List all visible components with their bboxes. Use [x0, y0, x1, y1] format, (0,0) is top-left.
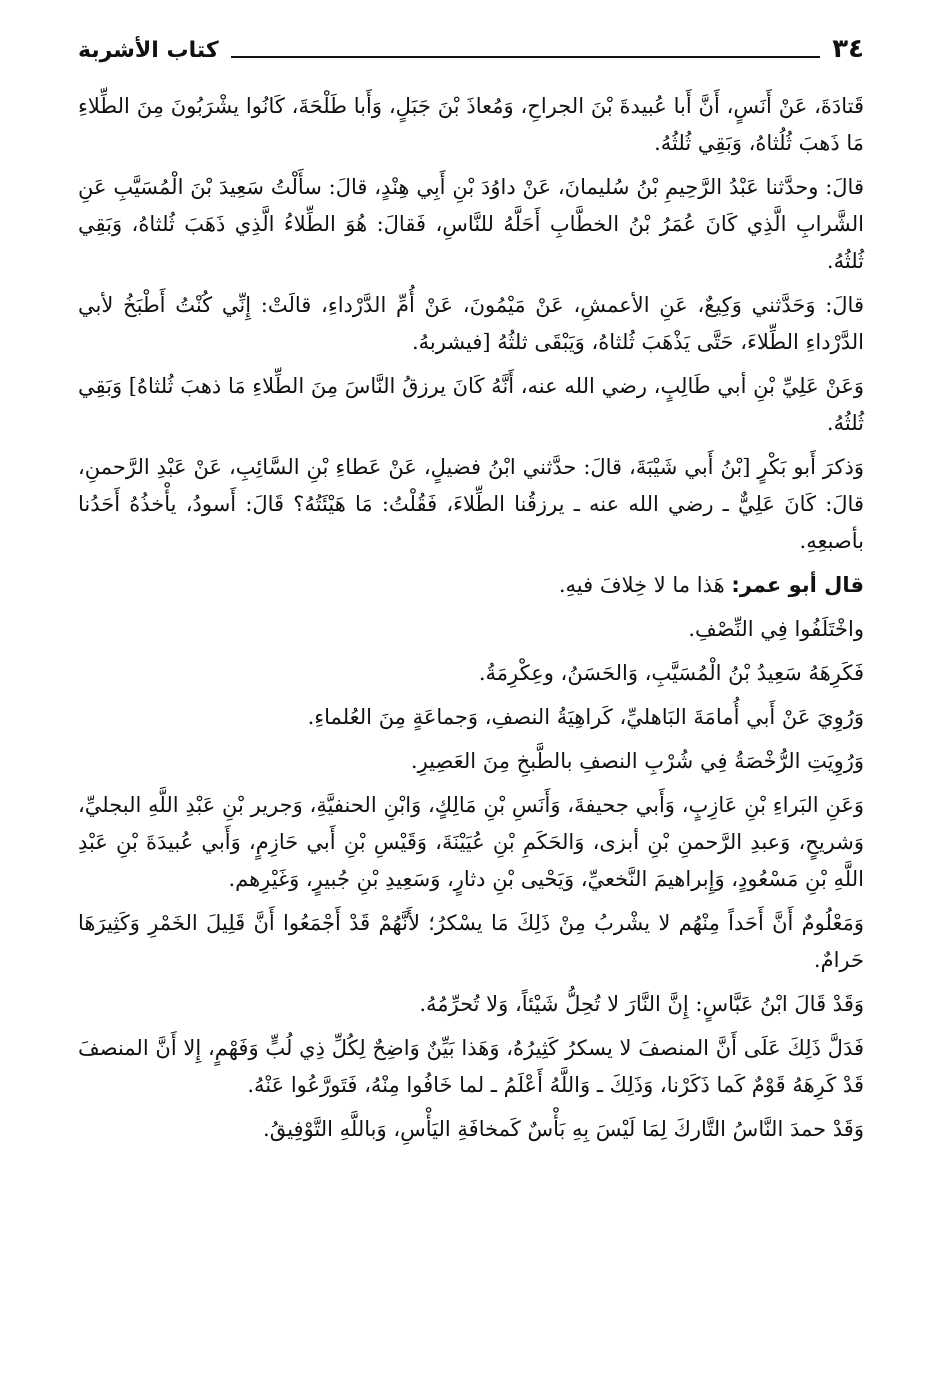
paragraph-text: وَعَنِ البَراءِ بْنِ عَازِبٍ، وَأَبي جحيفةَ، وَأَنَسِ بْنِ مَالِكٍ، وَابْنِ الحنفيَّةِ، وَجرير بْنِ عَبْدِ اللَّهِ البجليِّ، وَشريحٍ، وَعبدِ الرَّحمنِ بْنِ أبزى، وَالحَكَمِ بْنِ عُيَيْنَةَ، وَقَيْسِ بْنِ أَبي حَازِمٍ، وَأَبي عُبيدَةَ بْنِ عَبْدِ اللَّهِ بْنِ مَسْعُودٍ، وَإِبراهيمَ النَّخعيِّ، وَيَحْيى بْنِ دثارٍ، وَسَعِيدِ بْنِ جُبيرٍ، وَغَيْرِهم. — [78, 793, 864, 891]
paragraph — [78, 1111, 864, 1148]
paragraph-text: وَرُوِيَ عَنْ أَبي أُمامَةَ البَاهليِّ، كَراهِيَةُ النصفِ، وَجماعَةٍ مِنَ العُلماءِ. — [307, 705, 864, 729]
paragraph-text: فَدَلَّ ذَلِكَ عَلَى أَنَّ المنصفَ لا يسكرُ كَثِيرُهُ، وَهَذا بَيِّنٌ وَاضِحٌ لِكُلِّ ذِي لُبٍّ وَفَهْمٍ، إِلا أَنَّ المنصفَ قَدْ كَرِهَهُ قَوْمٌ كَما ذَكَرْنا، وَذَلِكَ ـ وَاللَّهُ أَعْلَمُ ـ لما خَافُوا مِنْهُ، فَتَورَّعُوا عَنْهُ. — [78, 1036, 864, 1097]
paragraph-text: فَكَرِهَهُ سَعِيدُ بْنُ الْمُسَيَّبِ، وَالحَسَنُ، وعِكْرِمَةُ. — [478, 661, 864, 685]
paragraph-text: وَرُوِيَتِ الرُّخْصَةُ فِي شُرْبِ النصفِ بالطَّبخِ مِنَ العَصِيرِ. — [410, 749, 864, 773]
paragraph — [78, 787, 864, 898]
paragraph — [78, 905, 864, 979]
paragraph — [78, 743, 864, 780]
paragraph-text: وَمَعْلُومٌ أَنَّ أَحَداً مِنْهُم لا يشْربُ مِنْ ذَلِكَ مَا يسْكرُ؛ لأَنَّهُمْ قَدْ أَجْمَعُوا أَنَّ قَلِيلَ الخَمْرِ وَكَثِيرَهَا حَرامٌ. — [78, 911, 864, 972]
paragraph-text: وَقَدْ قَالَ ابْنُ عَبَّاسٍ: إِنَّ النَّارَ لا تُحِلُّ شَيْئاً، وَلا تُحرِّمُهُ. — [419, 992, 864, 1016]
paragraph — [78, 449, 864, 560]
paragraph — [78, 169, 864, 280]
body-text — [78, 88, 864, 1148]
page-number: ٣٤ — [832, 34, 864, 64]
paragraph-text: قالَ: وحدَّثنا عَبْدُ الرَّحِيمِ بْنُ سُليمانَ، عَنْ داوُدَ بْنِ أَبِي هِنْدٍ، قالَ: سأَلْتُ سَعِيدَ بْنَ الْمُسَيَّبِ عَنِ الشَّرابِ الَّذِي كَانَ عُمَرُ بْنُ الخطَّابِ أَحَلَّهُ للنَّاسِ، فَقالَ: هُوَ الطِّلاءُ الَّذِي ذَهَبَ ثُلثاهُ، وَبَقِي ثُلثُهُ. — [78, 175, 864, 273]
paragraph-text: واخْتَلَفُوا فِي النِّصْفِ. — [688, 617, 864, 641]
paragraph-text: قَتادَةَ، عَنْ أَنَسٍ، أَنَّ أَبا عُبيدةَ بْنَ الجراحِ، وَمُعاذَ بْنَ جَبَلٍ، وَأَبا طَلْحَةَ، كَانُوا يشْرَبُونَ مِنَ الطِّلاءِ مَا ذَهبَ ثُلُثاهُ، وَبَقِي ثُلثُهُ. — [78, 94, 864, 155]
paragraph-text: وَعَنْ عَلِيِّ بْنِ أبي طَالِبٍ، رضي الله عنه، أَنَّهُ كَانَ يرزقُ النَّاسَ مِنَ الطِّلاءِ مَا ذهبَ ثُلثاهُ] وَبَقِي ثُلثُهُ. — [78, 374, 864, 435]
book-title: كتاب الأشربة — [78, 38, 219, 63]
header-rule — [231, 56, 821, 58]
paragraph — [78, 368, 864, 442]
paragraph-text: قالَ: وَحَدَّثني وَكِيعٌ، عَنِ الأعمشِ، عَنْ مَيْمُونَ، عَنْ أُمِّ الدَّرْداءِ، قالَتْ: إِنِّي كُنْتُ أَطْبَخُ لأبي الدَّرْداءِ الطِّلاءَ، حَتَّى يَذْهَبَ ثُلثاهُ، وَيَبْقَى ثلثُهُ [فيشربهُ. — [78, 293, 864, 354]
paragraph — [78, 1030, 864, 1104]
paragraph — [78, 699, 864, 736]
paragraph — [78, 655, 864, 692]
paragraph-text: هَذا ما لا خِلافَ فيهِ. — [558, 573, 725, 597]
paragraph — [78, 986, 864, 1023]
paragraph-text: وَذكرَ أَبو بَكْرٍ [بْنُ أَبي شَيْبَةَ، قالَ: حدَّثني ابْنُ فضيلٍ، عَنْ عَطاءِ بْنِ السَّائِبِ، عَنْ عَبْدِ الرَّحمنِ، قالَ: كَانَ عَلِيٌّ ـ رضي الله عنه ـ يرزقُنا الطِّلاءَ، فَقُلْتُ: مَا هَيْئَتُهُ؟ قَالَ: أَسودُ، يأْخذُهُ أَحَدُنا بأصبعِهِ. — [78, 455, 864, 553]
paragraph-text: وَقَدْ حمدَ النَّاسُ التَّاركَ لِمَا لَيْسَ بِهِ بَأْسٌ كَمخافَةِ اليَأْسِ، وَباللَّهِ التَّوْفِيقُ. — [263, 1117, 864, 1141]
paragraph — [78, 611, 864, 648]
page-header — [78, 28, 864, 66]
paragraph — [78, 287, 864, 361]
paragraph — [78, 88, 864, 162]
paragraph-lead: قال أبو عمر: — [731, 573, 864, 597]
paragraph — [78, 567, 864, 604]
